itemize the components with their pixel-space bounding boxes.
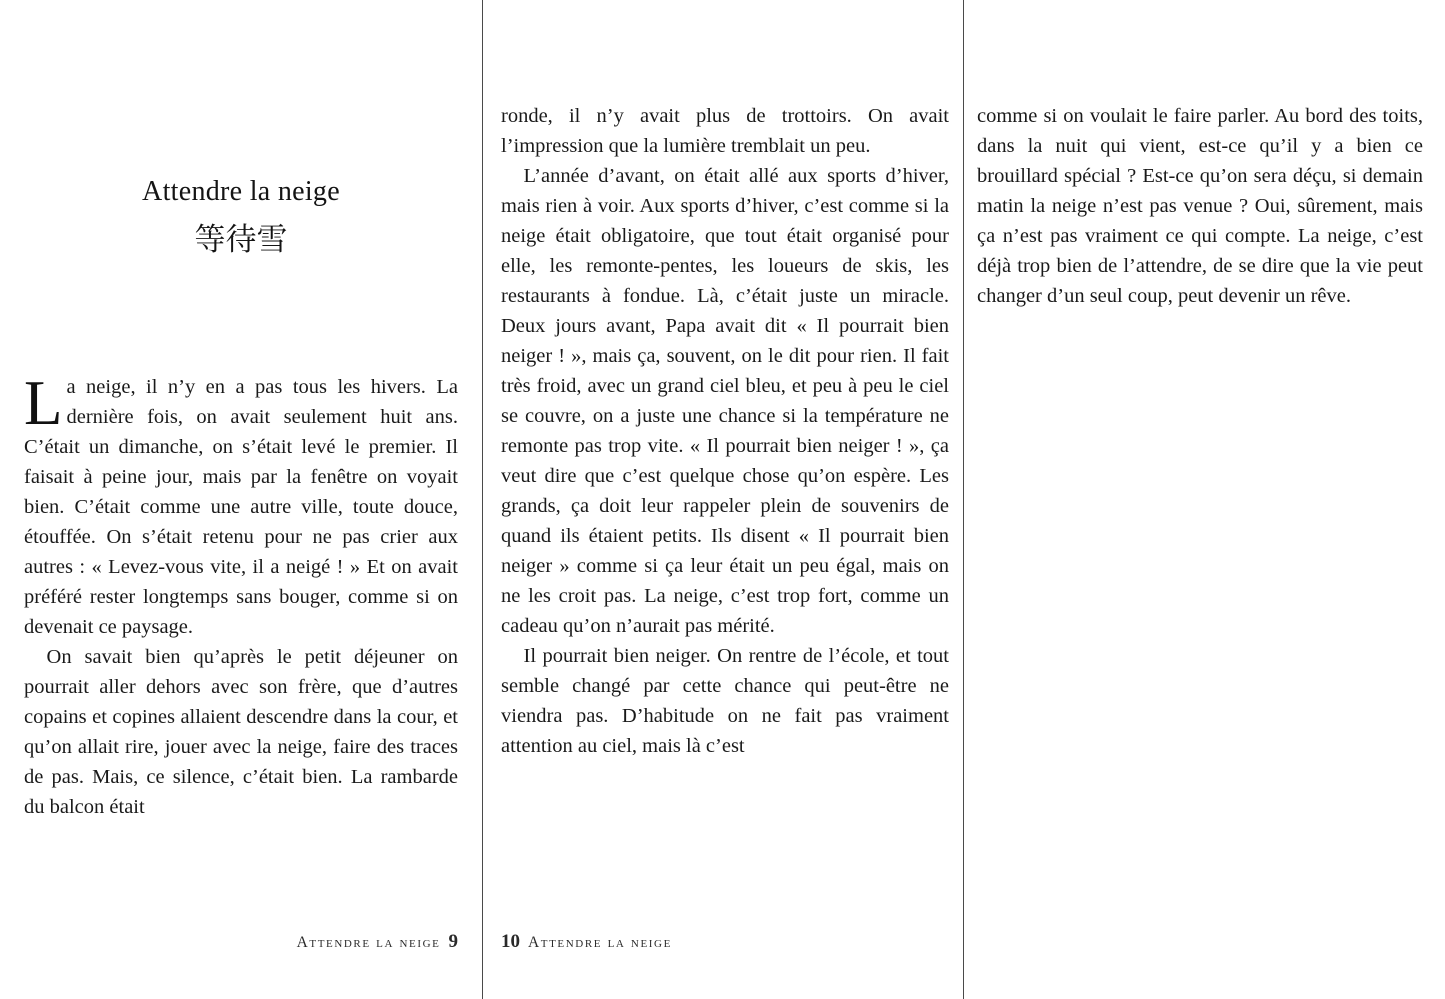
paragraph: La neige, il n’y en a pas tous les hivers. La dernière fois, on avait seulement huit ans. C’était un dimanche, on s’était levé le premier. Il faisait à peine jour, mais par la fenêtre on voyait bien. C’était comme une autre ville, toute douce, étouffée. On s’était retenu pour ne pas crier aux autres : « Levez-vous vite, il a neigé ! » Et on avait préféré rester longtemps sans bouger, comme si on devenait ce paysage. (24, 368, 458, 638)
paragraph: Il pourrait bien neiger. On rentre de l’école, et tout semble changé par cette chance qui peut-être ne viendra pas. D’habitude on ne fait pas vraiment attention au ciel, mais là c’est (501, 645, 949, 757)
paragraph: ronde, il n’y avait plus de trottoirs. On avait l’impression que la lumière tremblait un peu. (501, 105, 949, 157)
folio-running-title: Attendre la neige (528, 934, 672, 951)
folio-middle (501, 931, 672, 953)
paragraph: comme si on voulait le faire parler. Au bord des toits, dans la nuit qui vient, est-ce qu’il y a bien ce brouillard spécial ? Est-ce qu’on sera déçu, si demain matin la neige n’est pas venue ? Oui, sûrement, mais ça n’est pas vraiment ce qui compte. La neige, c’est déjà trop bien de l’attendre, de se dire que la vie peut changer d’un seul coup, peut devenir un rêve. (977, 105, 1423, 307)
folio-left (297, 931, 458, 953)
folio-page-number: 10 (501, 931, 520, 952)
page-right-text (977, 101, 1423, 311)
page-middle (482, 0, 963, 999)
page-middle-text (501, 101, 949, 761)
paragraph: On savait bien qu’après le petit déjeuner on pourrait aller dehors avec son frère, que d’autres copains et copines allaient descendre dans la cour, et qu’on allait rire, jouer avec la neige, faire des traces de pas. Mais, ce silence, c’était bien. La rambarde du balcon était (24, 646, 458, 818)
page-left (0, 0, 482, 999)
chapter-title-zh: 等待雪 (194, 222, 288, 258)
page-right (963, 0, 1445, 999)
page-left-text (24, 368, 458, 822)
folio-running-title: Attendre la neige (296, 934, 441, 951)
paragraph: L’année d’avant, on était allé aux sports d’hiver, mais rien à voir. Aux sports d’hiver, c’est comme si la neige était obligatoire, que tout était organisé pour elle, les remonte-pentes, les loueurs de skis, les restaurants à fondue. Là, c’était juste un miracle. Deux jours avant, Papa avait dit « Il pourrait bien neiger ! », mais ça, souvent, on le dit pour rien. Il fait très froid, avec un grand ciel bleu, et peu à peu le ciel se couvre, on a juste une chance si la température ne remonte pas trop vite. « Il pourrait bien neiger ! », ça veut dire que c’est quelque chose qu’on espère. Les grands, ça doit leur rappeler plein de souvenirs de quand ils étaient petits. Ils disent « Il pourrait bien neiger » comme si ça leur était un peu égal, mais on ne les croit pas. La neige, c’est trop fort, comme un cadeau qu’on n’aurait pas mérité. (501, 165, 949, 637)
folio-page-number: 9 (448, 931, 458, 952)
chapter-title-fr: Attendre la neige (142, 176, 340, 207)
